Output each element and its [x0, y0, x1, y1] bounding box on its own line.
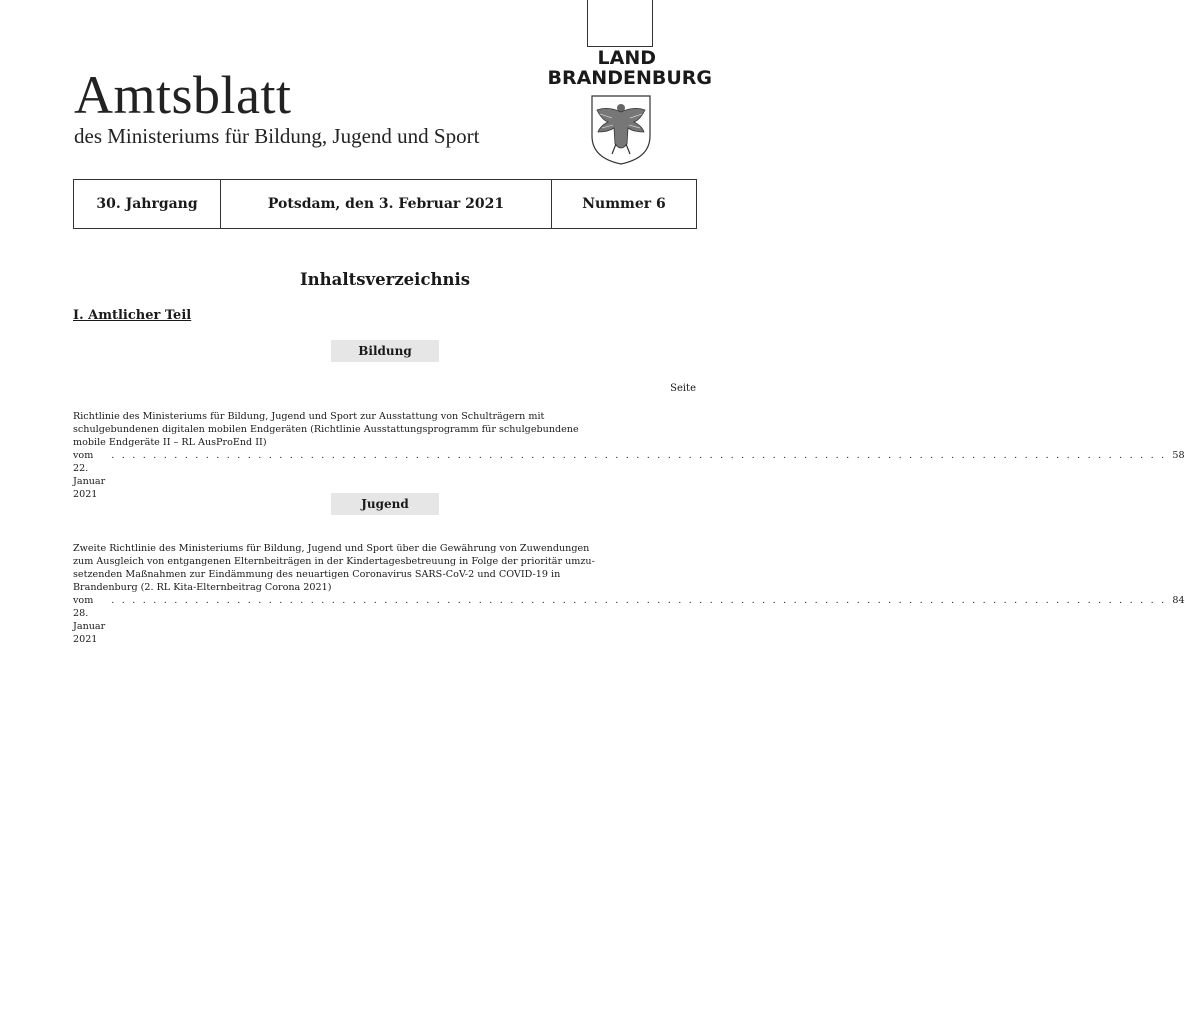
dot-leader: . . . . . . . . . . . . . . . . . . . . . . . . . . . . . . . . . . . . . . . . . . . . . . . . . . . . . . . . . . . . . . . . . . . . . . . . . . . . . . . . . . . . . . . . . . . . . . . . . . . . .: [111, 450, 1167, 461]
eagle-coat-of-arms-icon: [588, 92, 654, 166]
entry-text-line: Brandenburg (2. RL Kita-Elternbeitrag Corona 2021): [73, 582, 332, 593]
crest-frame: [587, 0, 653, 47]
entry-text-line: setzenden Maßnahmen zur Eindämmung des neuartigen Coronavirus SARS-CoV-2 und COVID-19 in: [73, 569, 561, 580]
entry-text-line: Richtlinie des Ministeriums für Bildung, Jugend und Sport zur Ausstattung von Schulträgern mit: [73, 411, 545, 422]
entry-text-line: Zweite Richtlinie des Ministeriums für Bildung, Jugend und Sport über die Gewährung von Zuwendungen: [73, 543, 590, 554]
issue-info-bar: [73, 179, 697, 229]
toc-entry[interactable]: [73, 410, 1185, 501]
entry-page-number: 84: [1172, 595, 1185, 606]
issue-number-cell: Nummer 6: [582, 196, 666, 212]
entry-text-line: zum Ausgleich von entgangenen Elternbeiträgen in der Kindertagesbetreuung in Folge der prioritär umzu-: [73, 556, 595, 567]
part-heading: I. Amtlicher Teil: [73, 308, 192, 323]
toc-heading: Inhaltsverzeichnis: [299, 270, 471, 289]
page-column-label: Seite: [670, 383, 696, 394]
brandenburg-logo: [528, 48, 712, 88]
entry-date: vom 28. Januar 2021: [73, 595, 106, 645]
logo-land: LAND: [597, 47, 656, 69]
toc-entry[interactable]: [73, 542, 1185, 646]
entry-text-line: mobile Endgeräte II – RL AusProEnd II): [73, 437, 267, 448]
jahrgang-cell: 30. Jahrgang: [74, 180, 221, 228]
dot-leader: . . . . . . . . . . . . . . . . . . . . . . . . . . . . . . . . . . . . . . . . . . . . . . . . . . . . . . . . . . . . . . . . . . . . . . . . . . . . . . . . . . . . . . . . . . . . . . . . . . . . .: [111, 595, 1167, 606]
logo-brandenburg: BRANDENBURG: [547, 67, 712, 89]
entry-text-line: schulgebundenen digitalen mobilen Endgeräten (Richtlinie Ausstattungsprogramm für schulgebundene: [73, 424, 579, 435]
entry-page-number: 58: [1172, 450, 1185, 461]
section-label-bildung: Bildung: [331, 340, 439, 362]
entry-date: vom 22. Januar 2021: [73, 450, 106, 500]
document-subtitle: des Ministeriums für Bildung, Jugend und Sport: [74, 124, 480, 148]
section-label-jugend: Jugend: [331, 493, 439, 515]
document-title: Amtsblatt: [74, 65, 292, 125]
place-date-cell: Potsdam, den 3. Februar 2021: [221, 180, 552, 228]
